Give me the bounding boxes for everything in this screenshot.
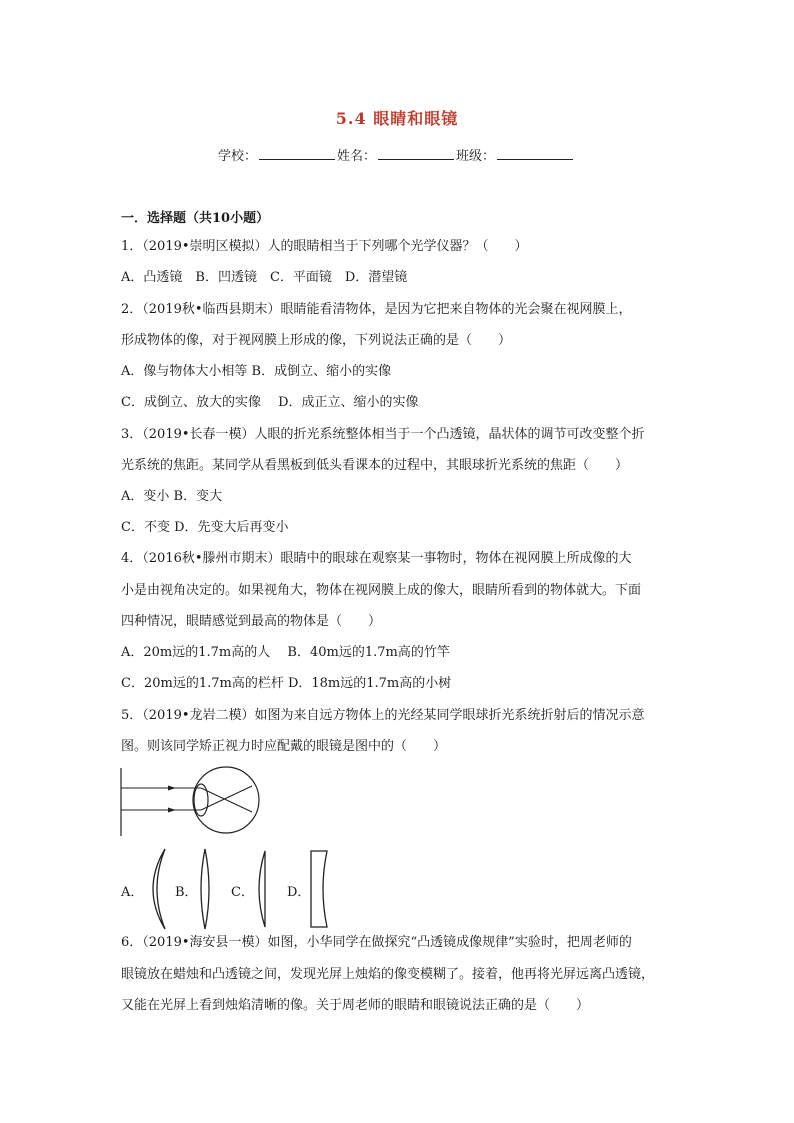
question-3-line-1: 3．（2019•长春一模）人眼的折光系统整体相当于一个凸透镜，晶状体的调节可改变整个折: [121, 427, 645, 442]
crystalline-lens: [194, 784, 208, 816]
concave-lens-a-icon[interactable]: [139, 847, 167, 931]
name-blank: [378, 147, 454, 160]
student-info-line: [218, 145, 575, 164]
question-6-line-2: 眼镜放在蜡烛和凸透镜之间，发现光屏上烛焰的像变模糊了。接着，他再将光屏远离凸透镜，: [121, 967, 655, 982]
question-5-line-1: 5．（2019•龙岩二模）如图为来自远方物体上的光经某同学眼球折光系统折射后的情况示意: [121, 708, 645, 723]
question-4-options-1: A．20m远的1.7m高的人 B．40m远的1.7m高的竹竿: [121, 645, 450, 660]
class-label: 班级：: [456, 149, 496, 164]
question-2-options-2: C．成倒立、放大的实像 D．成正立、缩小的实像: [121, 395, 419, 410]
class-blank: [497, 147, 573, 160]
lens-option-d-label[interactable]: D．: [287, 885, 311, 900]
question-3-line-2: 光系统的焦距。某同学从看黑板到低头看课本的过程中，其眼球折光系统的焦距（ ）: [121, 458, 629, 473]
question-2-options-1: A．像与物体大小相等 B．成倒立、缩小的实像: [121, 364, 392, 379]
question-5-line-2: 图。则该同学矫正视力时应配戴的眼镜是图中的（ ）: [121, 739, 447, 754]
school-label: 学校：: [218, 149, 258, 164]
lens-option-a-label[interactable]: A．: [121, 885, 144, 900]
arrow-bottom-icon: [168, 808, 176, 813]
question-4-options-2: C．20m远的1.7m高的栏杆 D．18m远的1.7m高的小树: [121, 676, 452, 691]
page-title: 5.4 眼睛和眼镜: [335, 109, 459, 128]
plano-convex-lens-c-icon[interactable]: [251, 847, 273, 931]
question-6-line-1: 6．（2019•海安县一模）如图，小华同学在做探究“凸透镜成像规律”实验时，把周老师的: [121, 935, 632, 950]
arrow-top-icon: [168, 786, 176, 791]
question-2-line-2: 形成物体的像，对于视网膜上形成的像，下列说法正确的是（ ）: [121, 333, 512, 348]
section-heading: 一．选择题（共10小题）: [121, 211, 270, 226]
question-4-line-3: 四种情况，眼睛感觉到最高的物体是（ ）: [121, 614, 382, 629]
lens-option-c-label[interactable]: C．: [231, 885, 254, 900]
lens-options: [121, 847, 361, 931]
lens-option-b-label[interactable]: B．: [175, 885, 198, 900]
question-1-line-1: 1．（2019•崇明区模拟）人的眼睛相当于下列哪个光学仪器？（ ）: [121, 239, 528, 254]
question-4-line-1: 4．（2016秋•滕州市期末）眼睛中的眼球在观察某一事物时，物体在视网膜上所成像的大: [121, 551, 632, 566]
name-label: 姓名：: [337, 149, 377, 164]
question-2-line-1: 2．（2019秋•临西县期末）眼睛能看清物体，是因为它把来自物体的光会聚在视网膜上，: [121, 302, 632, 317]
question-1-options: A．凸透镜 B．凹透镜 C．平面镜 D．潜望镜: [121, 270, 408, 285]
question-6-line-3: 又能在光屏上看到烛焰清晰的像。关于周老师的眼睛和眼镜说法正确的是（ ）: [121, 998, 590, 1013]
school-blank: [259, 147, 335, 160]
question-4-line-2: 小是由视角决定的。如果视角大，物体在视网膜上成的像大，眼睛所看到的物体就大。下面: [121, 583, 642, 598]
refracted-ray-top: [201, 788, 252, 812]
question-3-options-1: A．变小 B．变大: [121, 489, 223, 504]
question-3-options-2: C．不变 D．先变大后再变小: [121, 520, 289, 535]
convex-lens-b-icon[interactable]: [195, 847, 215, 931]
plano-concave-lens-d-icon[interactable]: [307, 847, 333, 931]
eye-diagram: [116, 766, 276, 838]
refracted-ray-bottom: [201, 786, 252, 810]
